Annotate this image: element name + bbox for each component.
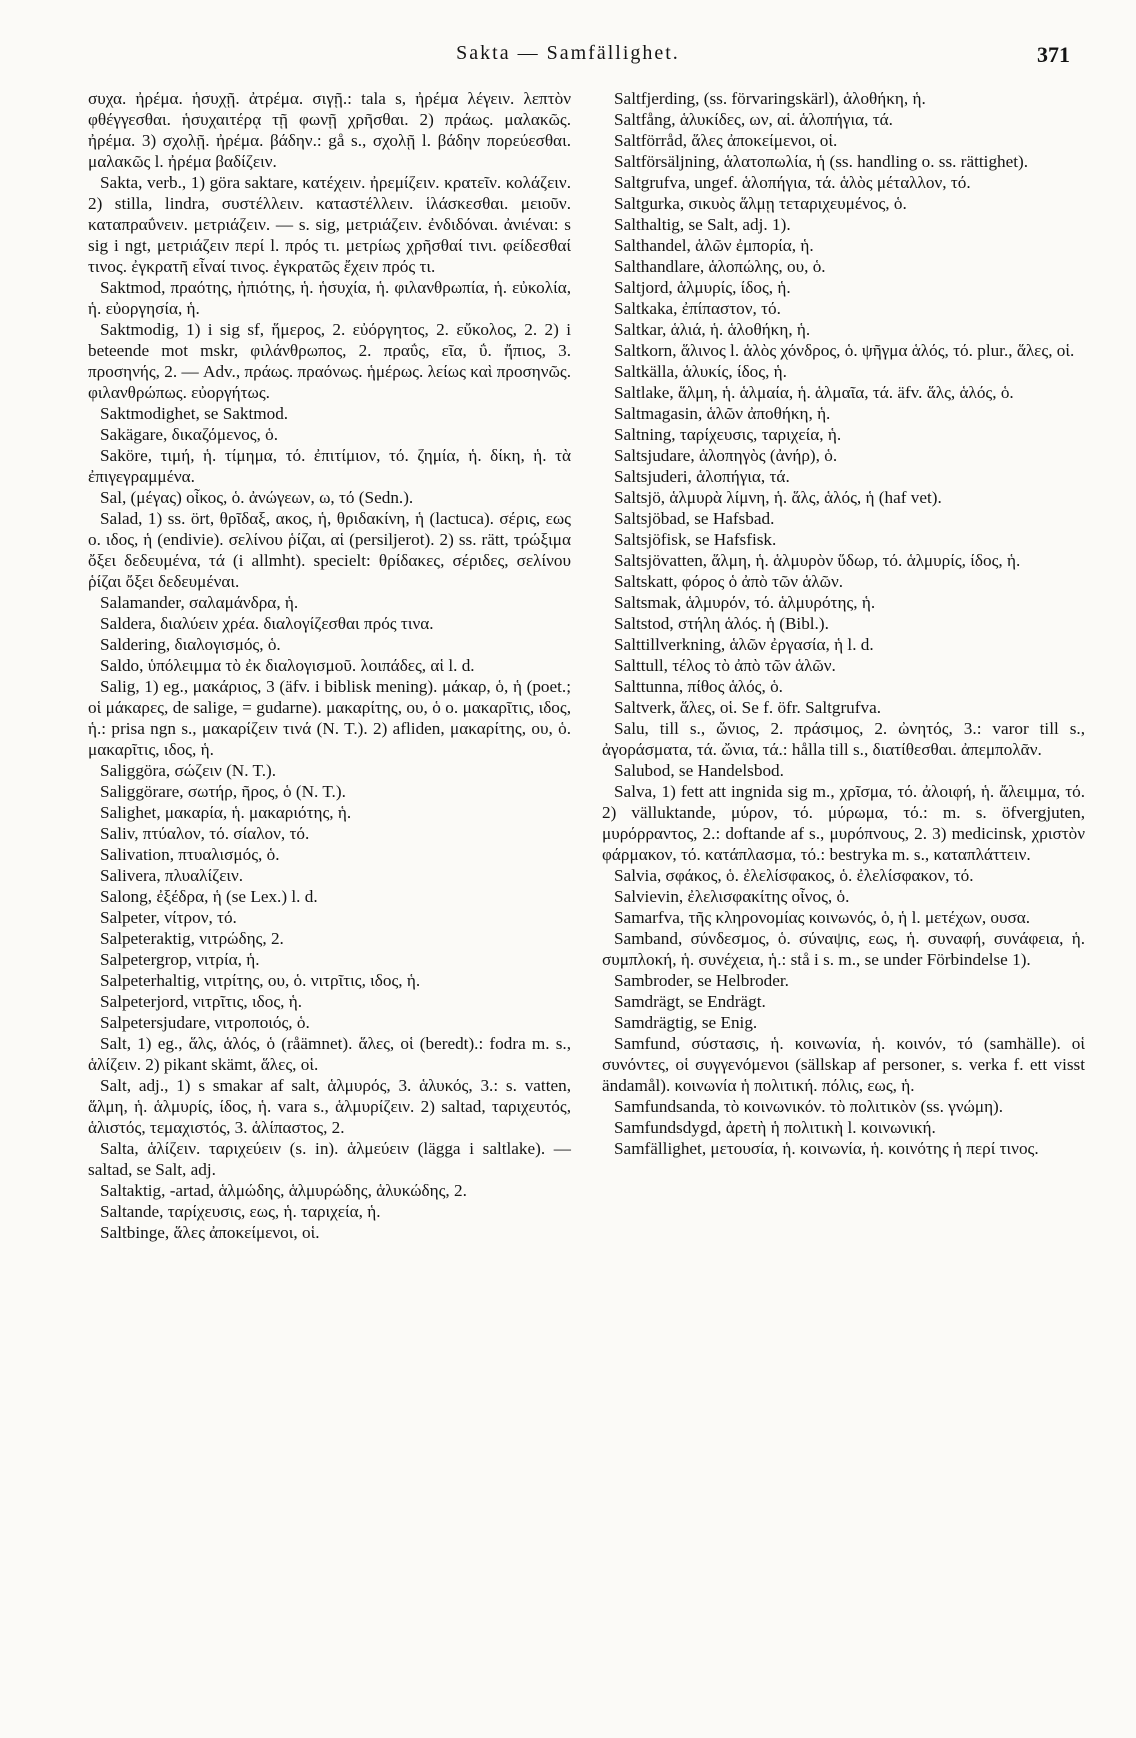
left-column bbox=[88, 88, 571, 1243]
dictionary-entry: Salivera, πλυαλίζειν. bbox=[100, 866, 244, 885]
dictionary-entry: Salta, ἁλίζειν. ταριχεύειν (s. in). ἁλμεύειν (lägga i saltlake). — saltad, se Salt, adj. bbox=[88, 1139, 571, 1179]
dictionary-entry: Saltsjö, ἁλμυρὰ λίμνη, ἡ. ἅλς, ἁλός, ἡ (haf vet). bbox=[614, 488, 942, 507]
page-header bbox=[0, 42, 1136, 72]
dictionary-entry: Salpetersjudare, νιτροποιός, ὁ. bbox=[100, 1013, 310, 1032]
dictionary-entry: Samfundsanda, τὸ κοινωνικόν. τὸ πολιτικὸν (ss. γνώμη). bbox=[614, 1097, 1004, 1116]
dictionary-entry: Saltmagasin, ἁλῶν ἀποθήκη, ἡ. bbox=[614, 404, 831, 423]
dictionary-entry: Salttull, τέλος τὸ ἀπὸ τῶν ἁλῶν. bbox=[614, 656, 836, 675]
dictionary-entry: Salvievin, ἐλελισφακίτης οἶνος, ὁ. bbox=[614, 887, 850, 906]
dictionary-entry: Saldo, ὑπόλειμμα τὸ ἐκ διαλογισμοῦ. λοιπάδες, αἱ l. d. bbox=[100, 656, 475, 675]
dictionary-entry: Saliv, πτύαλον, τό. σίαλον, τό. bbox=[100, 824, 310, 843]
dictionary-entry: Sal, (μέγας) οἶκος, ὁ. ἀνώγεων, ω, τό (Sedn.). bbox=[100, 488, 414, 507]
page-number: 371 bbox=[1037, 42, 1070, 67]
dictionary-entry: Saktmod, πραότης, ἠπιότης, ἡ. ἡσυχία, ἡ. φιλανθρωπία, ἡ. εὐκολία, ἡ. εὐοργησία, ἡ. bbox=[88, 278, 571, 318]
dictionary-entry: Sambroder, se Helbroder. bbox=[614, 971, 789, 990]
dictionary-entry: Sakta, verb., 1) göra saktare, κατέχειν. ἠρεμίζειν. κρατεῖν. κολάζειν. 2) stilla, lindra, συστέλλειν. καταστέλλειν. ἱλάσκεσθαι. μειοῦν. καταπραΰνειν. μετριάζειν. — s. sig, μετριάζειν. ἐνδιδόναι. ἀνιέναι: s sig i ngt, μετριάζειν περί l. πρός τι. μετρίως χρῆσθαί τινι. φείδεσθαί τινος. ἐγκρατῆ εἶναί τινος. ἐγκρατῶς ἔχειν πρός τι. bbox=[88, 173, 571, 276]
dictionary-entry: Samfundsdygd, ἀρετὴ ἡ πολιτικὴ l. κοινωνική. bbox=[614, 1118, 936, 1137]
dictionary-entry: συχα. ἠρέμα. ἡσυχῇ. ἀτρέμα. σιγῇ.: tala s, ἠρέμα λέγειν. λεπτὸν φθέγγεσθαι. ἡσυχαιτέρᾳ τῇ φωνῇ χρῆσθαι. 2) πράως. μαλακῶς. ἠρέμα. 3) σχολῇ. ἠρέμα. βάδην.: gå s., σχολῇ l. βάδην πορεύεσθαι. μαλακῶς l. ἠρέμα βαδίζειν. bbox=[88, 89, 571, 171]
dictionary-entry: Salpeterhaltig, νιτρίτης, ου, ὁ. νιτρῖτις, ιδος, ἡ. bbox=[100, 971, 421, 990]
dictionary-entry: Salthandel, ἁλῶν ἐμπορία, ἡ. bbox=[614, 236, 814, 255]
dictionary-entry: Saltförsäljning, ἁλατοπωλία, ἡ (ss. handling o. ss. rättighet). bbox=[614, 152, 1029, 171]
dictionary-entry: Saltjord, ἁλμυρίς, ίδος, ἡ. bbox=[614, 278, 791, 297]
dictionary-entry: Saltstod, στήλη ἁλός. ἡ (Bibl.). bbox=[614, 614, 829, 633]
dictionary-entry: Saltverk, ἅλες, οἱ. Se f. öfr. Saltgrufva. bbox=[614, 698, 882, 717]
dictionary-entry: Saltsjövatten, ἅλμη, ἡ. ἁλμυρὸν ὕδωρ, τό. ἁλμυρίς, ίδος, ἡ. bbox=[614, 551, 1021, 570]
dictionary-entry: Saltförråd, ἅλες ἀποκείμενοι, οἱ. bbox=[614, 131, 838, 150]
dictionary-entry: Samfund, σύστασις, ἡ. κοινωνία, ἡ. κοινόν, τό (samhälle). οἱ συνόντες, οἱ συγγενόμενοι (sällskap af personer, s. verka f. ett visst ändamål). κοινωνία ἡ πολιτική. πόλις, εως, ἡ. bbox=[602, 1034, 1085, 1095]
dictionary-entry: Samdrägtig, se Enig. bbox=[614, 1013, 758, 1032]
dictionary-entry: Saltsjöfisk, se Hafsfisk. bbox=[614, 530, 777, 549]
dictionary-entry: Salthaltig, se Salt, adj. 1). bbox=[614, 215, 791, 234]
dictionary-entry: Salong, ἐξέδρα, ἡ (se Lex.) l. d. bbox=[100, 887, 318, 906]
dictionary-entry: Saltsjudare, ἁλοπηγὸς (ἀνήρ), ὁ. bbox=[614, 446, 838, 465]
dictionary-entry: Saltande, ταρίχευσις, εως, ἡ. ταριχεία, ἡ. bbox=[100, 1202, 381, 1221]
dictionary-entry: Salad, 1) ss. ört, θρῖδαξ, ακος, ἡ, θριδακίνη, ἡ (lactuca). σέρις, εως o. ιδος, ἡ (endivie). σελίνου ῥίζαι, αἱ (persiljerot). 2) ss. rätt, τρώξιμα ὄξει δεδευμένα, τά (i allmht). specielt: θρίδακες, σέριδες, σελίνου ῥίζαι ὄξει δεδευμέναι. bbox=[88, 509, 571, 591]
dictionary-entry: Saltkar, ἁλιά, ἡ. ἁλοθήκη, ἡ. bbox=[614, 320, 811, 339]
dictionary-entry: Saltkaka, ἐπίπαστον, τό. bbox=[614, 299, 781, 318]
dictionary-entry: Saltfjerding, (ss. förvaringskärl), ἁλοθήκη, ἡ. bbox=[614, 89, 926, 108]
dictionary-entry: Saltskatt, φόρος ὁ ἀπὸ τῶν ἁλῶν. bbox=[614, 572, 844, 591]
dictionary-entry: Saköre, τιμή, ἡ. τίμημα, τό. ἐπιτίμιον, τό. ζημία, ἡ. δίκη, ἡ. τὰ ἐπιγεγραμμένα. bbox=[88, 446, 571, 486]
dictionary-entry: Salttillverkning, ἁλῶν ἐργασία, ἡ l. d. bbox=[614, 635, 874, 654]
dictionary-entry: Samband, σύνδεσμος, ὁ. σύναψις, εως, ἡ. συναφή, συνάφεια, ἡ. συμπλοκή, ἡ. συνέχεια, ἡ.: stå i s. m., se under Förbindelse 1). bbox=[602, 929, 1085, 969]
dictionary-entry: Saltkälla, ἁλυκίς, ίδος, ἡ. bbox=[614, 362, 787, 381]
dictionary-entry: Saltgurka, σικυὸς ἅλμῃ τεταριχευμένος, ὁ. bbox=[614, 194, 907, 213]
dictionary-entry: Salivation, πτυαλισμός, ὁ. bbox=[100, 845, 280, 864]
dictionary-entry: Saltfång, ἁλυκίδες, ων, αἱ. ἁλοπήγια, τά. bbox=[614, 110, 893, 129]
dictionary-entry: Saldering, διαλογισμός, ὁ. bbox=[100, 635, 281, 654]
dictionary-entry: Saltkorn, ἅλινος l. ἁλὸς χόνδρος, ὁ. ψῆγμα ἁλός, τό. plur., ἅλες, οἱ. bbox=[614, 341, 1075, 360]
dictionary-entry: Salvia, σφάκος, ὁ. ἐλελίσφακος, ὁ. ἐλελίσφακον, τό. bbox=[614, 866, 974, 885]
dictionary-entry: Saliggörare, σωτήρ, ῆρος, ὁ (N. T.). bbox=[100, 782, 346, 801]
dictionary-entry: Saltaktig, -artad, ἁλμώδης, ἁλμυρώδης, ἁλυκώδης, 2. bbox=[100, 1181, 467, 1200]
dictionary-entry: Salva, 1) fett att ingnida sig m., χρῖσμα, τό. ἀλοιφή, ἡ. ἄλειμμα, τό. 2) välluktande, μύρον, τό. μύρωμα, τό.: m. s. öfvergjuten, μυρόρραντος, 2.: doftande af s., μυρόπνους, 2. 3) medicinsk, χριστὸν φάρμακον, τό. κατάπλασμα, τό.: bestryka m. s., καταπλάττειν. bbox=[602, 782, 1085, 864]
dictionary-entry: Sakägare, δικαζόμενος, ὁ. bbox=[100, 425, 278, 444]
dictionary-entry: Salubod, se Handelsbod. bbox=[614, 761, 784, 780]
dictionary-entry: Saltlake, ἅλμη, ἡ. ἁλμαία, ἡ. ἁλμαῖα, τά. äfv. ἅλς, ἁλός, ὁ. bbox=[614, 383, 1014, 402]
dictionary-entry: Saktmodighet, se Saktmod. bbox=[100, 404, 289, 423]
dictionary-entry: Samdrägt, se Endrägt. bbox=[614, 992, 766, 1011]
dictionary-entry: Saldera, διαλύειν χρέα. διαλογίζεσθαι πρός τινα. bbox=[100, 614, 434, 633]
dictionary-entry: Salu, till s., ὤνιος, 2. πράσιμος, 2. ὠνητός, 3.: varor till s., ἀγοράσματα, τά. ὤνια, τά.: hålla till s., διατίθεσθαι. ἀπεμπολᾶν. bbox=[602, 719, 1085, 759]
dictionary-entry: Saltsjöbad, se Hafsbad. bbox=[614, 509, 775, 528]
dictionary-entry: Salig, 1) eg., μακάριος, 3 (äfv. i biblisk mening). μάκαρ, ὁ, ἡ (poet.; οἱ μάκαρες, de salige, = gudarne). μακαρίτης, ου, ὁ o. μακαρῖτις, ιδος, ἡ.: prisa ngn s., μακαρίζειν τινά (N. T.). 2) afliden, μακαρίτης, ου, ὁ. μακαρῖτις, ιδος, ἡ. bbox=[88, 677, 571, 759]
dictionary-entry: Saltsjuderi, ἁλοπήγια, τά. bbox=[614, 467, 790, 486]
dictionary-entry: Salpeteraktig, νιτρώδης, 2. bbox=[100, 929, 284, 948]
running-title: Sakta — Samfällighet. bbox=[456, 42, 680, 64]
dictionary-entry: Samarfva, τῆς κληρονομίας κοινωνός, ὁ, ἡ l. μετέχων, ουσα. bbox=[614, 908, 1031, 927]
dictionary-entry: Samfällighet, μετουσία, ἡ. κοινωνία, ἡ. κοινότης ἡ περί τινος. bbox=[614, 1139, 1039, 1158]
dictionary-entry: Saltsmak, ἁλμυρόν, τό. ἁλμυρότης, ἡ. bbox=[614, 593, 876, 612]
dictionary-entry: Salttunna, πίθος ἁλός, ὁ. bbox=[614, 677, 783, 696]
dictionary-entry: Salt, adj., 1) s smakar af salt, ἁλμυρός, 3. ἁλυκός, 3.: s. vatten, ἅλμη, ἡ. ἁλμυρίς, ίδος, ἡ. vara s., ἁλμυρίζειν. 2) saltad, ταριχευτός, ἁλιστός, τεμαχιστός, 3. ἁλίπαστος, 2. bbox=[88, 1076, 571, 1137]
dictionary-entry: Saliggöra, σώζειν (N. T.). bbox=[100, 761, 277, 780]
dictionary-entry: Salpeterjord, νιτρῖτις, ιδος, ἡ. bbox=[100, 992, 303, 1011]
dictionary-entry: Salpetergrop, νιτρία, ἡ. bbox=[100, 950, 260, 969]
dictionary-entry: Salpeter, νίτρον, τό. bbox=[100, 908, 237, 927]
dictionary-entry: Saltning, ταρίχευσις, ταριχεία, ἡ. bbox=[614, 425, 842, 444]
right-column bbox=[602, 88, 1085, 1159]
dictionary-entry: Saltbinge, ἅλες ἀποκείμενοι, οἱ. bbox=[100, 1223, 320, 1242]
dictionary-entry: Salt, 1) eg., ἅλς, ἁλός, ὁ (råämnet). ἅλες, οἱ (beredt).: fodra m. s., ἁλίζειν. 2) pikant skämt, ἅλες, οἱ. bbox=[88, 1034, 571, 1074]
dictionary-entry: Saltgrufva, ungef. ἁλοπήγια, τά. ἁλὸς μέταλλον, τό. bbox=[614, 173, 971, 192]
dictionary-entry: Salamander, σαλαμάνδρα, ἡ. bbox=[100, 593, 299, 612]
dictionary-entry: Salthandlare, ἁλοπώλης, ου, ὁ. bbox=[614, 257, 826, 276]
dictionary-entry: Saktmodig, 1) i sig sf, ἥμερος, 2. εὐόργητος, 2. εὔκολος, 2. 2) i beteende mot mskr, φιλάνθρωπος, 2. πραΰς, εῖα, ΰ. ἤπιος, 3. προσηνής, 2. — Adv., πράως. πραόνως. ἡμέρως. λείως καὶ προσηνῶς. φιλανθρώπως. εὐοργήτως. bbox=[88, 320, 571, 402]
dictionary-entry: Salighet, μακαρία, ἡ. μακαριότης, ἡ. bbox=[100, 803, 352, 822]
